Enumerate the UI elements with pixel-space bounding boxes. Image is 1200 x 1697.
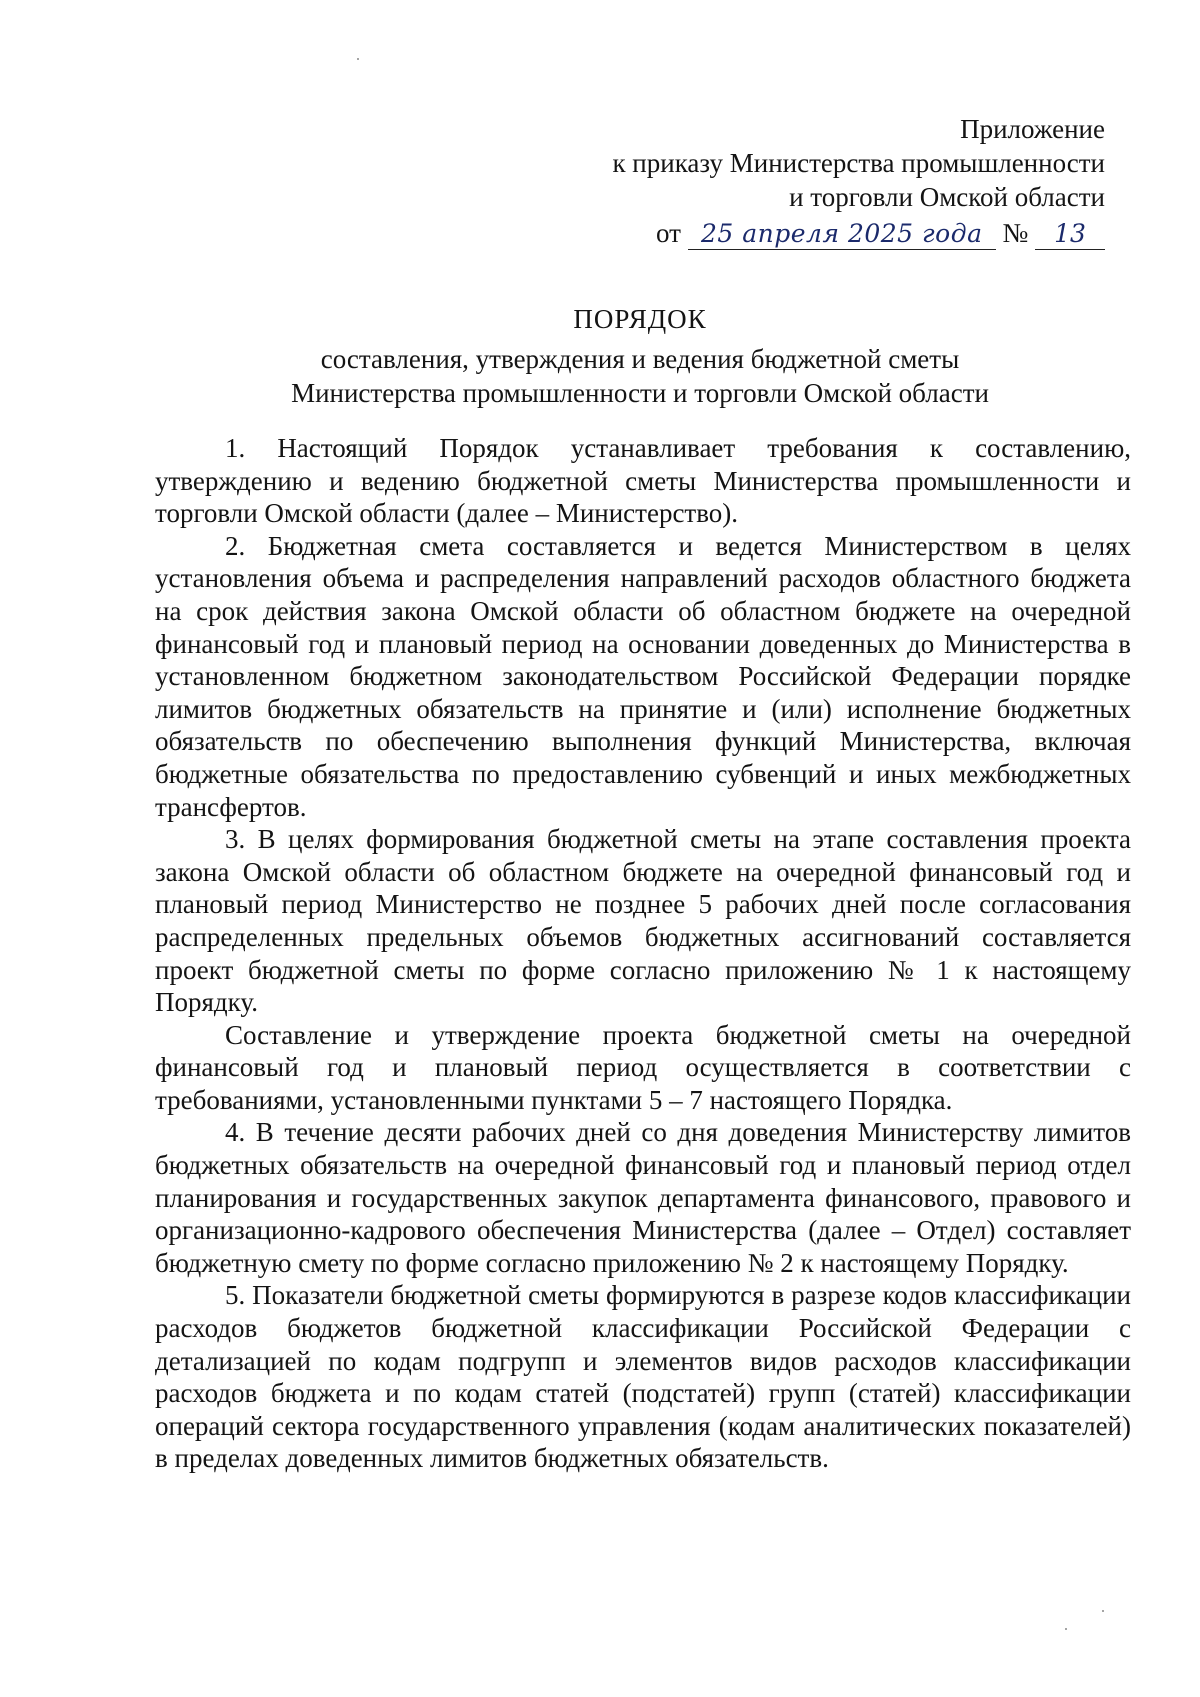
title-main: ПОРЯДОК [573, 304, 707, 334]
document-body [155, 432, 1131, 1475]
number-prefix: № [1002, 218, 1029, 248]
appendix-header [545, 112, 1105, 250]
scan-speck [357, 58, 359, 60]
document-title [150, 302, 1130, 410]
paragraph-1: 1. Настоящий Порядок устанавливает требования к составлению, утверждению и ведению бюджетной сметы Министерства промышленности и торговли Омской области (далее – Министерство). [155, 433, 1131, 529]
scan-speck [1102, 1610, 1104, 1612]
paragraph-4: 4. В течение десяти рабочих дней со дня доведения Министерству лимитов бюджетных обязательств на очередной финансовый год и плановый период отдел планирования и государственных закупок департамента финансового, правового и организационно-кадрового обеспечения Министерства (далее – Отдел) составляет бюджетную смету по форме согласно приложению № 2 к настоящему Порядку. [155, 1117, 1131, 1278]
handwritten-number: 13 [1035, 219, 1105, 250]
appendix-title: Приложение [960, 114, 1105, 144]
paragraph-3-continuation: Составление и утверждение проекта бюджетной сметы на очередной финансовый год и плановый период осуществляется в соответствии с требованиями, установленными пунктами 5 – 7 настоящего Порядка. [155, 1019, 1131, 1115]
paragraph-5: 5. Показатели бюджетной сметы формируются в разрезе кодов классификации расходов бюджетов бюджетной классификации Российской Федерации с детализацией по кодам подгрупп и элементов видов расходов классификации расходов бюджета и по кодам статей (подстатей) групп (статей) классификации операций сектора государственного управления (кодам аналитических показателей) в пределах доведенных лимитов бюджетных обязательств. [155, 1280, 1131, 1474]
handwritten-date: 25 апреля 2025 года [688, 219, 996, 250]
appendix-ministry-ref: и торговли Омской области [789, 182, 1105, 212]
title-subtitle-line-1: составления, утверждения и ведения бюджетной сметы [320, 344, 960, 374]
scan-speck [1065, 1628, 1067, 1630]
date-prefix: от [656, 218, 681, 248]
paragraph-2: 2. Бюджетная смета составляется и ведется Министерством в целях установления объема и распределения направлений расходов областного бюджета на срок действия закона Омской области об областном бюджете на очередной финансовый год и плановый период на основании доведенных до Министерства в установленном бюджетном законодательством Российской Федерации порядке лимитов бюджетных обязательств на принятие и (или) исполнение бюджетных обязательств по обеспечению выполнения функций Министерства, включая бюджетные обязательства по предоставлению субвенций и иных межбюджетных трансфертов. [155, 530, 1131, 822]
title-subtitle-line-2: Министерства промышленности и торговли Омской области [291, 378, 989, 408]
paragraph-3: 3. В целях формирования бюджетной сметы на этапе составления проекта закона Омской области об областном бюджете на очередной финансовый год и плановый период Министерство не позднее 5 рабочих дней после согласования распределенных предельных объемов бюджетных ассигнований составляется проект бюджетной сметы по форме согласно приложению № 1 к настоящему Порядку. [155, 824, 1131, 1018]
appendix-order-ref: к приказу Министерства промышленности [612, 148, 1105, 178]
order-date-line [545, 216, 1105, 250]
